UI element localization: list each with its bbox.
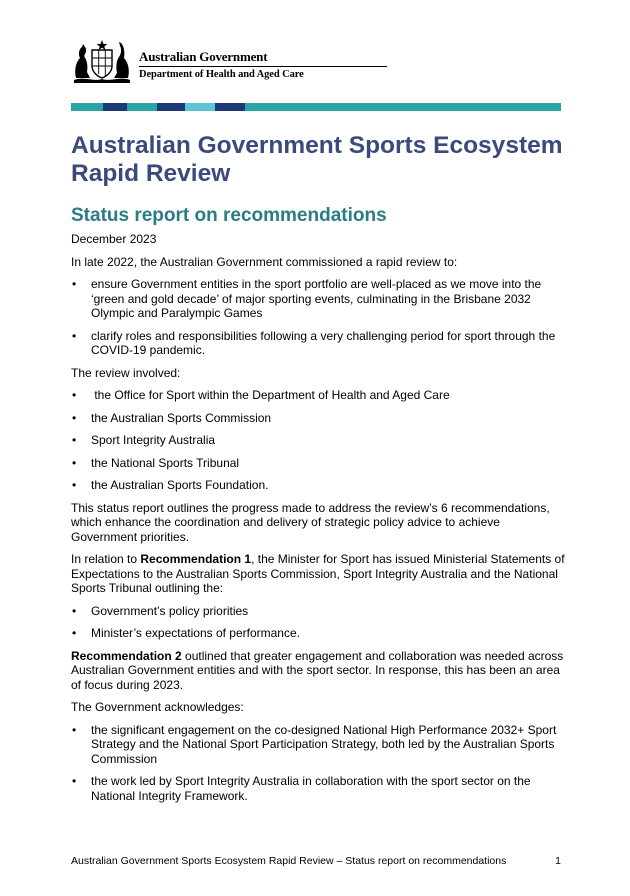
acknowledges-intro: The Government acknowledges:: [71, 700, 244, 714]
document-body: [71, 232, 565, 811]
list-item: • clarify roles and responsibilities following a very challenging period for sport through the COVID-19 pandemic.: [72, 328, 556, 357]
coat-of-arms-icon: [70, 38, 134, 84]
progress-paragraph: This status report outlines the progress made to address the review’s 6 recommendations, which enhance the coordination and delivery of strategic policy advice to achieve Government priorities.: [71, 500, 550, 544]
recommendation-1-list: [71, 604, 565, 641]
list-item: • the Australian Sports Commission: [72, 410, 272, 425]
page-number: 1: [555, 855, 561, 867]
list-item: • the work led by Sport Integrity Australia in collaboration with the sport sector on the National Integrity Framework.: [72, 774, 531, 803]
strip-segment: [127, 103, 157, 111]
review-aims-list: [71, 277, 565, 358]
strip-segment: [71, 103, 103, 111]
strip-segment: [103, 103, 127, 111]
list-item: • ensure Government entities in the sport portfolio are well-placed as we move into the ‘green and gold decade’ of major sporting events, culminating in the Brisbane 2032 Olympic and Paralympic Games: [72, 277, 542, 320]
involved-list: [71, 388, 565, 493]
involved-intro: The review involved:: [71, 365, 181, 380]
document-title: Australian Government Sports Ecosystem Rapid Review: [71, 132, 563, 187]
acknowledges-list: [71, 723, 565, 804]
list-item: • Government’s policy priorities: [72, 603, 249, 618]
list-item: • the Office for Sport within the Department of Health and Aged Care: [72, 388, 450, 402]
department-name: Department of Health and Aged Care: [139, 69, 304, 80]
color-strip: [71, 103, 561, 111]
intro-paragraph: In late 2022, the Australian Government commissioned a rapid review to:: [71, 254, 458, 269]
government-logo: [70, 38, 340, 84]
strip-segment: [245, 103, 561, 111]
strip-segment: [215, 103, 245, 111]
strip-segment: [157, 103, 185, 111]
recommendation-1-paragraph: In relation to Recommendation 1, the Minister for Sport has issued Ministerial Statements of Expectations to the Australian Sports Commission, Sport Integrity Australia and the National Sports Tribunal outlining the:: [71, 552, 565, 595]
recommendation-2-paragraph: Recommendation 2 outlined that greater engagement and collaboration was needed across Australian Government entities and with the sport sector. In response, this has been an area of focus during 2023.: [71, 648, 564, 692]
government-name: Australian Government: [139, 49, 268, 64]
list-item: • the National Sports Tribunal: [72, 455, 240, 470]
logo-divider: [139, 66, 387, 67]
footer-text: Australian Government Sports Ecosystem Rapid Review – Status report on recommendations: [71, 855, 507, 867]
strip-segment: [185, 103, 215, 111]
list-item: • the significant engagement on the co-designed National High Performance 2032+ Sport Strategy and the National Sport Participation Strategy, both led by the Australian Sports Commission: [72, 722, 557, 766]
list-item: • Minister’s expectations of performance.: [72, 626, 300, 640]
list-item: • the Australian Sports Foundation.: [72, 478, 269, 492]
list-item: • Sport Integrity Australia: [72, 433, 216, 447]
report-date: December 2023: [71, 232, 157, 246]
recommendation-2-label: Recommendation 2: [71, 648, 182, 663]
recommendation-1-label: Recommendation 1: [140, 552, 252, 566]
document-subtitle: Status report on recommendations: [71, 205, 387, 226]
